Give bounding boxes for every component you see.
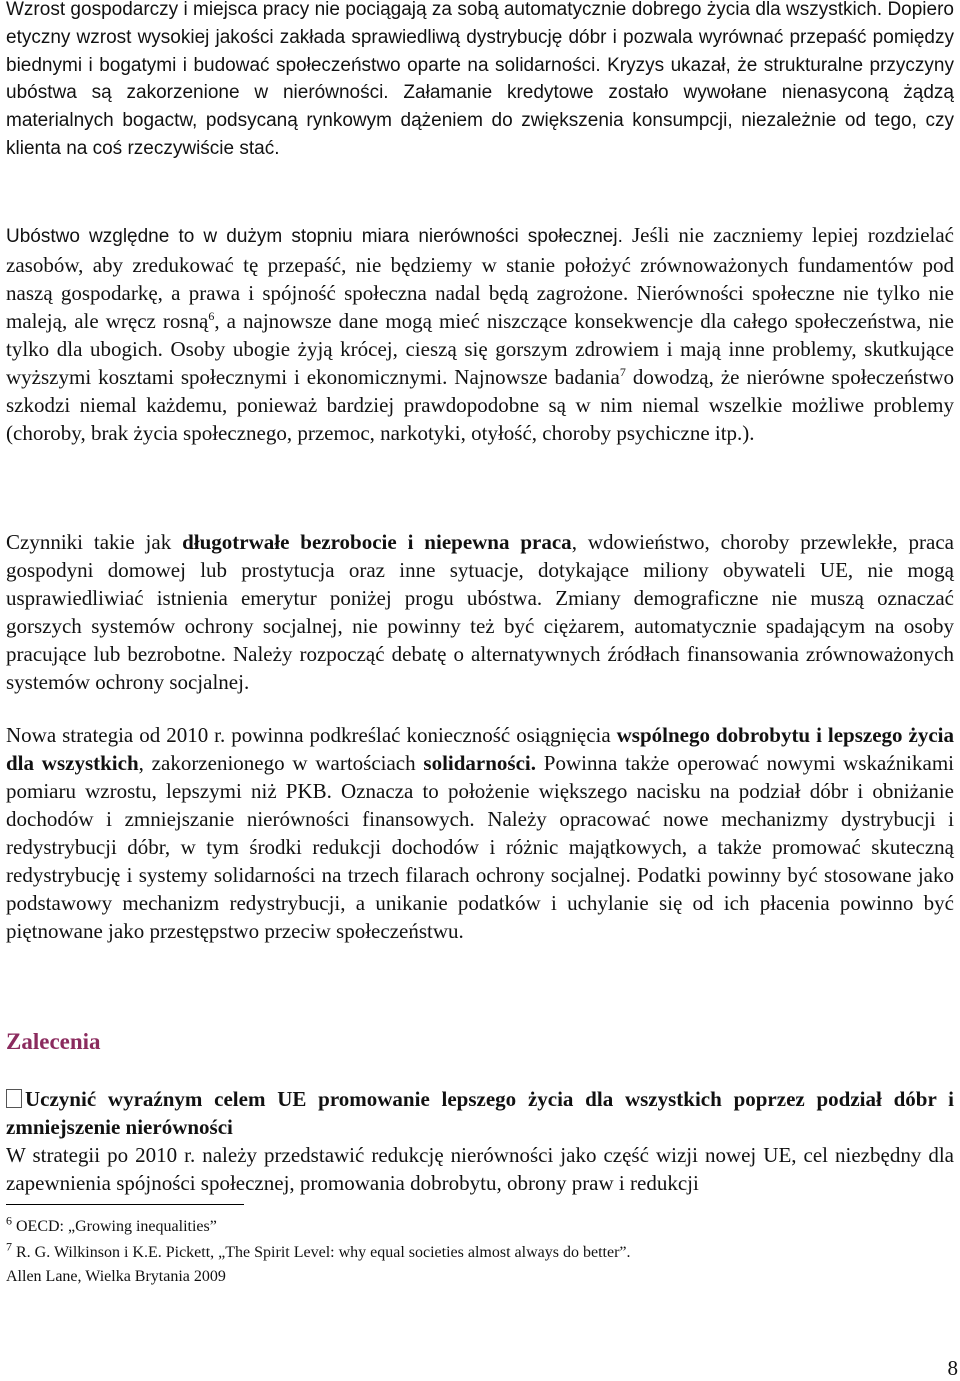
- paragraph-new-strategy-emphasis-2: solidarności.: [423, 751, 537, 775]
- paragraph-relative-poverty-text-2: , a najnowsze dane mogą mieć niszczące konsekwencje dla całego społeczeństwa, nie tylko dla ubogich. Osoby ubogie żyją krócej, cieszą się gorszym zdrowiem i mają inne problemy, skutkujące wyższymi kosztami społecznymi i ekonomicznymi. Najnowsze badania: [6, 308, 954, 389]
- footnote-ref-6[interactable]: 6: [208, 308, 215, 323]
- footnote-6-text: OECD: „Growing inequalities”: [12, 1218, 217, 1235]
- page-number: 8: [947, 1356, 958, 1380]
- footnote-divider: [6, 1204, 244, 1205]
- footnote-7: [6, 1241, 631, 1265]
- paragraph-growth: Wzrost gospodarczy i miejsca pracy nie pociągają za sobą automatycznie dobrego życia dla wszystkich. Dopiero etyczny wzrost wysokiej jakości zakłada sprawiedliwą dystrybucję dóbr i pozwala wyrównać przepaść pomiędzy biednymi i bogatymi i budować społeczeństwo oparte na solidarności. Kryzys ukazał, że strukturalne przyczyny ubóstwa są zakorzenione w nierówności. Załamanie kredytowe zostało wywołane nienasyconą żądzą materialnych bogactw, podsycaną rynkowym dążeniem do zwiększenia konsumpcji, niezależnie od tego, czy klienta na coś rzeczywiście stać.: [6, 0, 954, 159]
- footnote-7-text: R. G. Wilkinson i K.E. Pickett, „The Spirit Level: why equal societies almost always do better”.: [12, 1244, 631, 1261]
- paragraph-relative-poverty-text-1: Jeśli nie zaczniemy lepiej rozdzielać zasobów, aby zredukować tę przepaść, nie będziemy w stanie położyć zrównoważonych fundamentów pod naszą gospodarkę, a prawa i spójność społeczna nadal będą zagrożone. Nierówności społeczne nie tylko nie maleją, ale wręcz rosną: [6, 223, 954, 333]
- paragraph-factors-emphasis: długotrwałe bezrobocie i niepewna praca: [182, 530, 572, 554]
- footnote-ref-7[interactable]: 7: [619, 364, 626, 379]
- paragraph-relative-poverty: [6, 221, 954, 447]
- paragraph-relative-poverty-lead: Ubóstwo względne to w dużym stopniu miara nierówności społecznej.: [6, 226, 623, 247]
- recommendation-title: [6, 1085, 954, 1141]
- footnote-6: [6, 1215, 217, 1239]
- recommendation-title-text: Uczynić wyraźnym celem UE promowanie lepszego życia dla wszystkich poprzez podział dóbr i zmniejszenie nierówności: [6, 1087, 954, 1139]
- paragraph-relative-poverty-text-3: dowodzą, że nierówne społeczeństwo szkodzi niemal każdemu, ponieważ bardziej prawdopodobne są w nim niemal wszelkie możliwe problemy (choroby, brak życia społecznego, przemoc, narkotyki, otyłość, choroby psychiczne itp.).: [6, 364, 954, 445]
- footnote-7-number: 7: [6, 1239, 12, 1254]
- paragraph-new-strategy-text-1: Nowa strategia od 2010 r. powinna podkreślać konieczność osiągnięcia: [6, 723, 617, 747]
- section-heading: Zalecenia: [6, 1029, 101, 1054]
- paragraph-new-strategy-text-3: Powinna także operować nowymi wskaźnikami pomiaru wzrostu, lepszymi niż PKB. Oznacza to położenie większego nacisku na podział dóbr i obniżanie dochodów i zmniejszanie nierówności finansowych. Należy opracować nowe mechanizmy dystrybucji i redystrybucji dóbr, w tym środki redukcji dochodów i różnic majątkowych, a także promować skuteczną redystrybucję i systemy solidarności na trzech filarach ochrony socjalnej. Podatki powinny być stosowane jako podstawowy mechanizm redystrybucji, a unikanie podatków i uchylanie się od ich płacenia powinno być piętnowane jako przestępstwo przeciw społeczeństwu.: [6, 751, 954, 943]
- paragraph-factors: [6, 528, 954, 696]
- footnote-7-continuation: Allen Lane, Wielka Brytania 2009: [6, 1268, 226, 1285]
- footnote-6-number: 6: [6, 1213, 12, 1228]
- checkbox-bullet-icon: [6, 1089, 22, 1108]
- paragraph-new-strategy-emphasis-1: wspólnego dobrobytu i lepszego życia dla wszystkich: [6, 723, 954, 775]
- paragraph-factors-text-2: , wdowieństwo, choroby przewlekłe, praca gospodyni domowej lub prostytucja oraz inne sytuacje, dotykające miliony obywateli UE, nie mogą usprawiedliwiać istnienia emerytur poniżej progu ubóstwa. Zmiany demograficzne nie muszą oznaczać gorszych systemów ochrony socjalnej, nie powinny też być ciężarem, automatycznie spadającym na osoby pracujące lub bezrobotne. Należy rozpocząć debatę o alternatywnych źródłach finansowania zrównoważonych systemów ochrony socjalnej.: [6, 530, 954, 694]
- paragraph-new-strategy-text-2: , zakorzenionego w wartościach: [138, 751, 424, 775]
- paragraph-factors-text-1: Czynniki takie jak: [6, 530, 183, 554]
- recommendation-body: W strategii po 2010 r. należy przedstawić redukcję nierówności jako część wizji nowej UE, cel niezbędny dla zapewnienia spójności społecznej, promowania dobrobytu, obrony praw i redukcji: [6, 1143, 954, 1195]
- paragraph-new-strategy: [6, 721, 954, 945]
